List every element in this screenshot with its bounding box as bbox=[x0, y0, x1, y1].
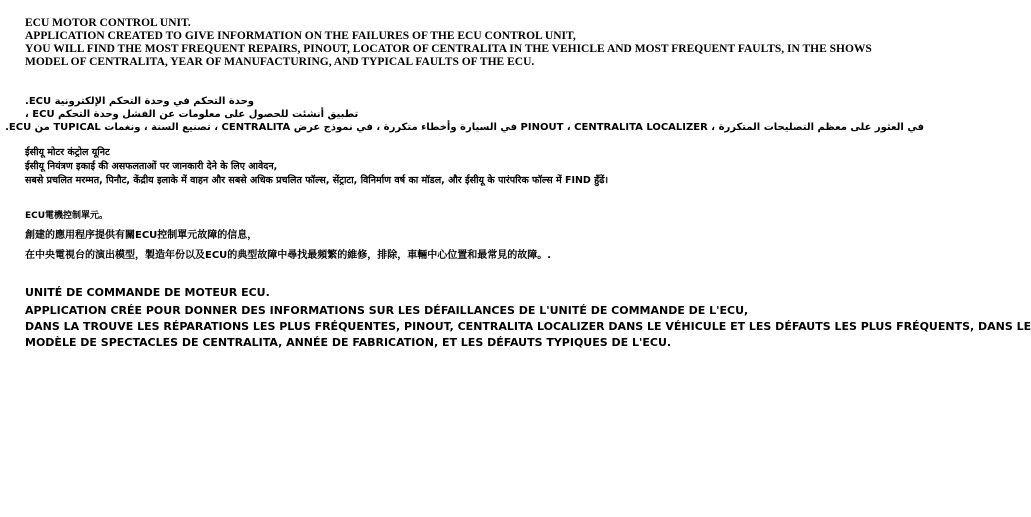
chinese-title: ECU電機控制單元。 bbox=[25, 211, 109, 221]
hindi-line-2: सबसे प्रचलित मरम्मत, पिनौट, केंद्रीय इलाके में वाहन और सबसे अधिक प्रचलित फॉल्स, सेंट्राटा, विनिर्माण वर्ष का मॉडल, और ईसीयू के पारंपरिक फॉल्स में FIND हुँढें। bbox=[25, 175, 609, 186]
arabic-title: وحدة التحكم في وحدة التحكم الإلكترونية ECU. bbox=[25, 96, 254, 107]
french-line-2: DANS LA TROUVE LES RÉPARATIONS LES PLUS FRÉQUENTES, PINOUT, CENTRALITA LOCALIZER DANS LE VÉHICULE ET LES DÉFAUTS LES PLUS FRÉQUENTS, DANS LE bbox=[25, 320, 1031, 333]
chinese-description bbox=[25, 206, 924, 266]
english-line-2: YOU WILL FIND THE MOST FREQUENT REPAIRS, PINOUT, LOCATOR OF CENTRALITA IN THE VEHICLE AND MOST FREQUENT FAULTS, IN THE SHOWS MODEL OF CENTRALITA, YEAR OF MANUFACTURING, AND TYPICAL FAULTS OF THE ECU. bbox=[25, 43, 872, 68]
french-title: UNITÉ DE COMMANDE DE MOTEUR ECU. bbox=[25, 286, 270, 299]
hindi-title: ईसीयू मोटर कंट्रोल यूनिट bbox=[25, 147, 110, 158]
english-line-1: APPLICATION CREATED TO GIVE INFORMATION ON THE FAILURES OF THE ECU CONTROL UNIT, bbox=[25, 30, 576, 42]
french-line-1: APPLICATION CRÉE POUR DONNER DES INFORMATIONS SUR LES DÉFAILLANCES DE L'UNITÉ DE COMMANDE DE L'ECU, bbox=[25, 304, 749, 317]
french-description bbox=[25, 285, 1031, 351]
arabic-description bbox=[5, 95, 924, 134]
arabic-line-2: في العثور على معظم التصليحات المتكررة ، PINOUT ، CENTRALITA LOCALIZER في السيارة وأخطاء متكررة ، في نموذج عرض CENTRALITA ، تصنيع السنة ، ونغمات TUPICAL من ECU. bbox=[5, 122, 924, 133]
english-title: ECU MOTOR CONTROL UNIT. bbox=[25, 17, 191, 29]
french-line-3: MODÈLE DE SPECTACLES DE CENTRALITA, ANNÉE DE FABRICATION, ET LES DÉFAUTS TYPIQUES DE L'ECU. bbox=[25, 336, 672, 349]
chinese-line-2: 在中央電視台的演出模型，製造年份以及ECU的典型故障中尋找最頻繁的維修，排除，車輛中心位置和最常見的故障。. bbox=[25, 250, 552, 261]
hindi-description bbox=[25, 146, 924, 188]
hindi-line-1: ईसीयू नियंत्रण इकाई की असफलताओं पर जानकारी देने के लिए आवेदन, bbox=[25, 161, 278, 172]
english-description bbox=[25, 17, 924, 69]
arabic-line-1: تطبيق أنشئت للحصول على معلومات عن الفشل وحدة التحكم ECU ، bbox=[25, 109, 359, 120]
chinese-line-1: 創建的應用程序提供有關ECU控制單元故障的信息， bbox=[25, 230, 258, 241]
